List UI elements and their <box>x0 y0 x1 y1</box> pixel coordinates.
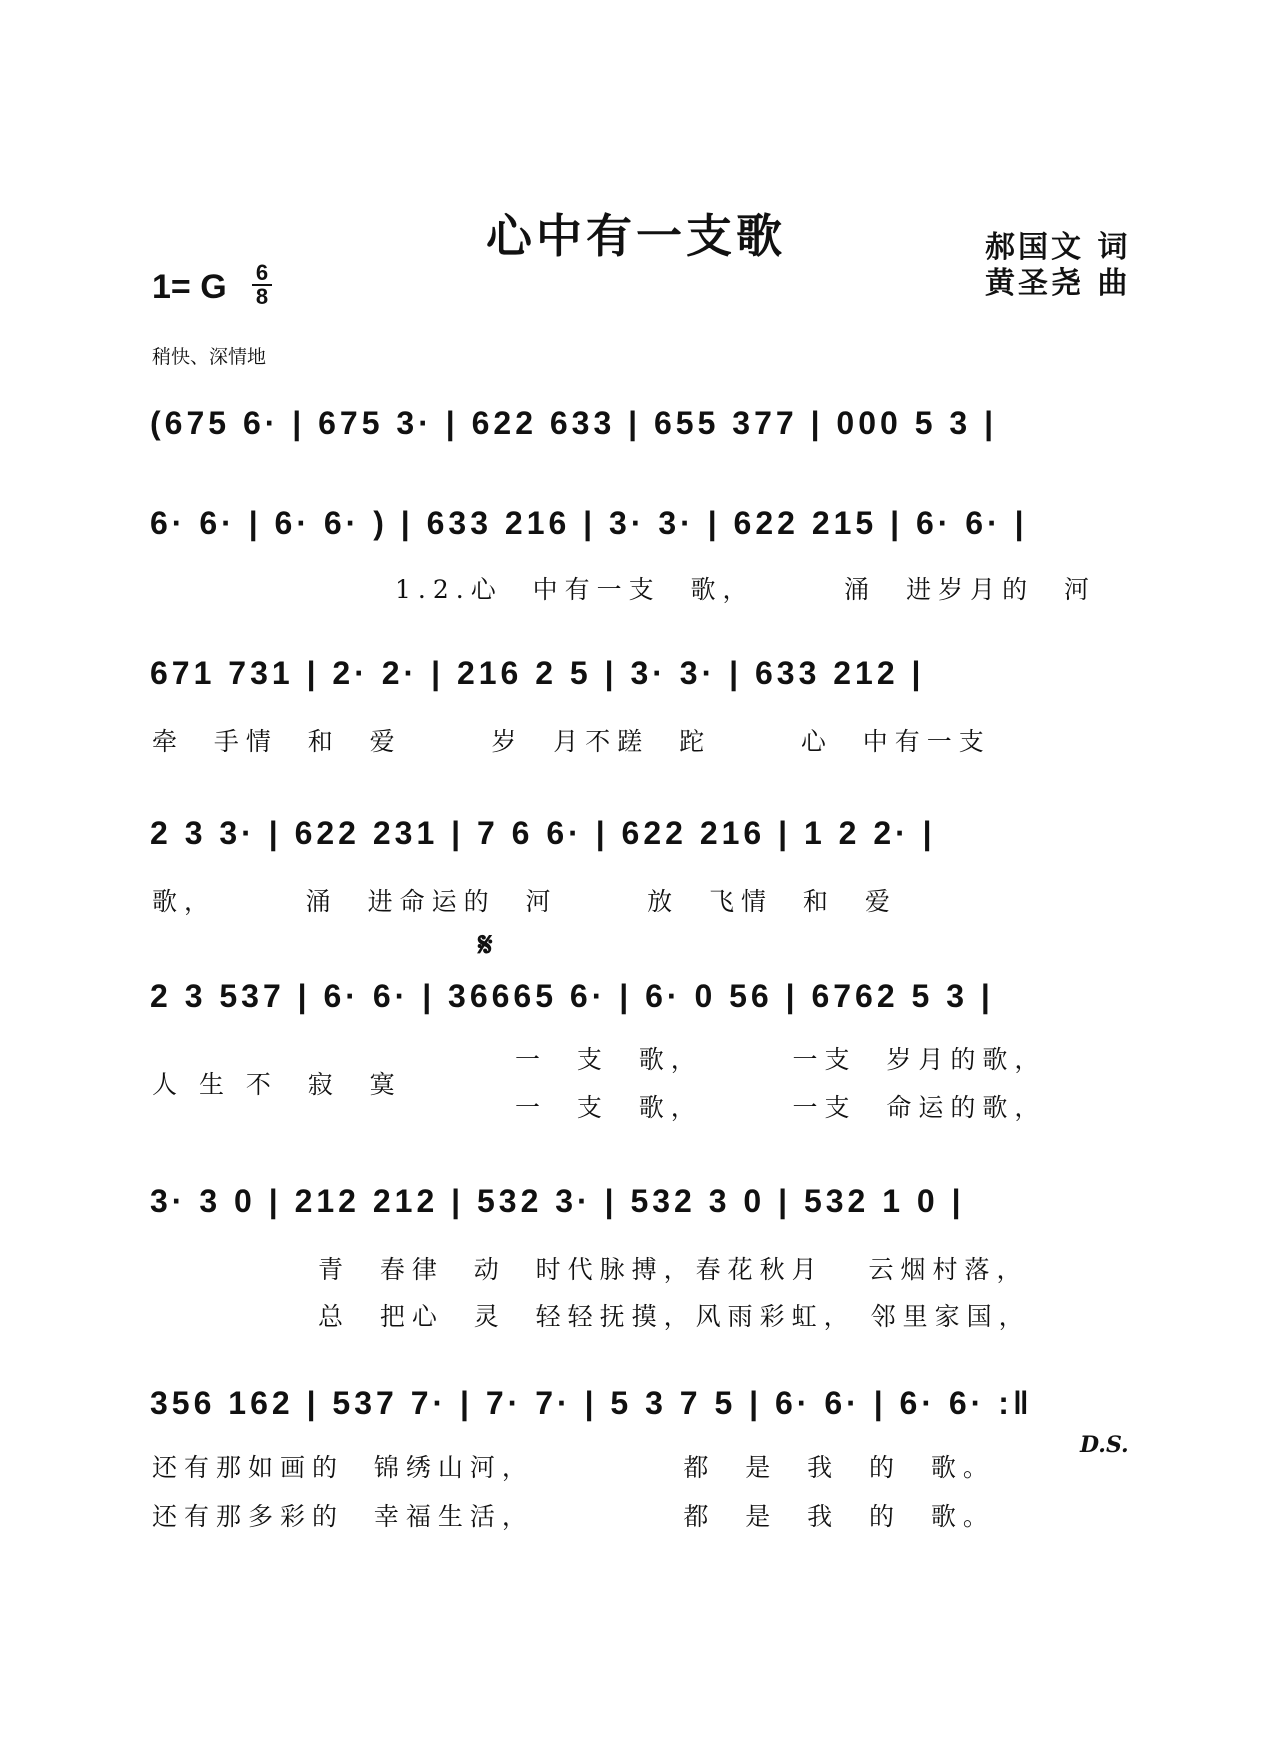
notation-line-7: 356 162 | 537 7· | 7· 7· | 5 3 7 5 | 6· 6· | 6· 6· :‖ <box>150 1385 1033 1421</box>
composer-credit: 黄圣尧 曲 <box>985 266 1131 301</box>
key-signature: 1= G <box>152 268 227 306</box>
lyricist-credit: 郝国文 词 <box>985 230 1131 265</box>
lyric-line-7-verse-2: 还有那多彩的 幸福生活， 都 是 我 的 歌。 <box>152 1502 995 1531</box>
time-signature <box>252 262 272 308</box>
dal-segno-marking: D.S. <box>1080 1432 1129 1458</box>
notation-line-3: 671 731 | 2· 2· | 216 2 5 | 3· 3· | 633 212 | <box>150 655 925 691</box>
notation-line-6: 3· 3 0 | 212 212 | 532 3· | 532 3 0 | 532 1 0 | <box>150 1183 965 1219</box>
lyric-line-6-verse-2: 总 把心 灵 轻轻抚摸，风雨彩虹， 邻里家国， <box>318 1302 1031 1331</box>
segno-icon: 𝄋 <box>478 925 493 965</box>
lyric-line-6-verse-1: 青 春律 动 时代脉搏，春花秋月 云烟村落， <box>318 1255 1029 1284</box>
notation-line-4: 2 3 3· | 622 231 | 7 6 6· | 622 216 | 1 2 2· | <box>150 815 936 851</box>
lyric-line-2: 1.2.心 中有一支 歌， 涌 进岁月的 河 <box>395 575 1096 604</box>
time-signature-bottom: 8 <box>255 284 269 309</box>
lyric-line-4: 歌， 涌 进命运的 河 放 飞情 和 爱 <box>152 887 897 916</box>
lyric-line-7-verse-1: 还有那如画的 锦绣山河， 都 是 我 的 歌。 <box>152 1453 995 1482</box>
lyric-line-5-verse-1: 一 支 歌， 一支 岁月的歌， <box>515 1045 1047 1074</box>
notation-line-1: (675 6· | 675 3· | 622 633 | 655 377 | 000 5 3 | <box>150 405 998 441</box>
tempo-marking: 稍快、深情地 <box>152 346 267 368</box>
time-signature-top: 6 <box>255 260 269 285</box>
lyric-line-3: 牵 手情 和 爱 岁 月不蹉 跎 心 中有一支 <box>152 727 991 756</box>
notation-line-5: 2 3 537 | 6· 6· | 36665 6· | 6· 0 56 | 6762 5 3 | <box>150 978 994 1014</box>
lyric-side-line-5: 人 生 不 寂 寞 <box>152 1070 402 1099</box>
notation-line-2: 6· 6· | 6· 6· ) | 633 216 | 3· 3· | 622 215 | 6· 6· | <box>150 505 1028 541</box>
lyric-line-5-verse-2: 一 支 歌， 一支 命运的歌， <box>515 1093 1047 1122</box>
song-title: 心中有一支歌 <box>486 209 786 263</box>
